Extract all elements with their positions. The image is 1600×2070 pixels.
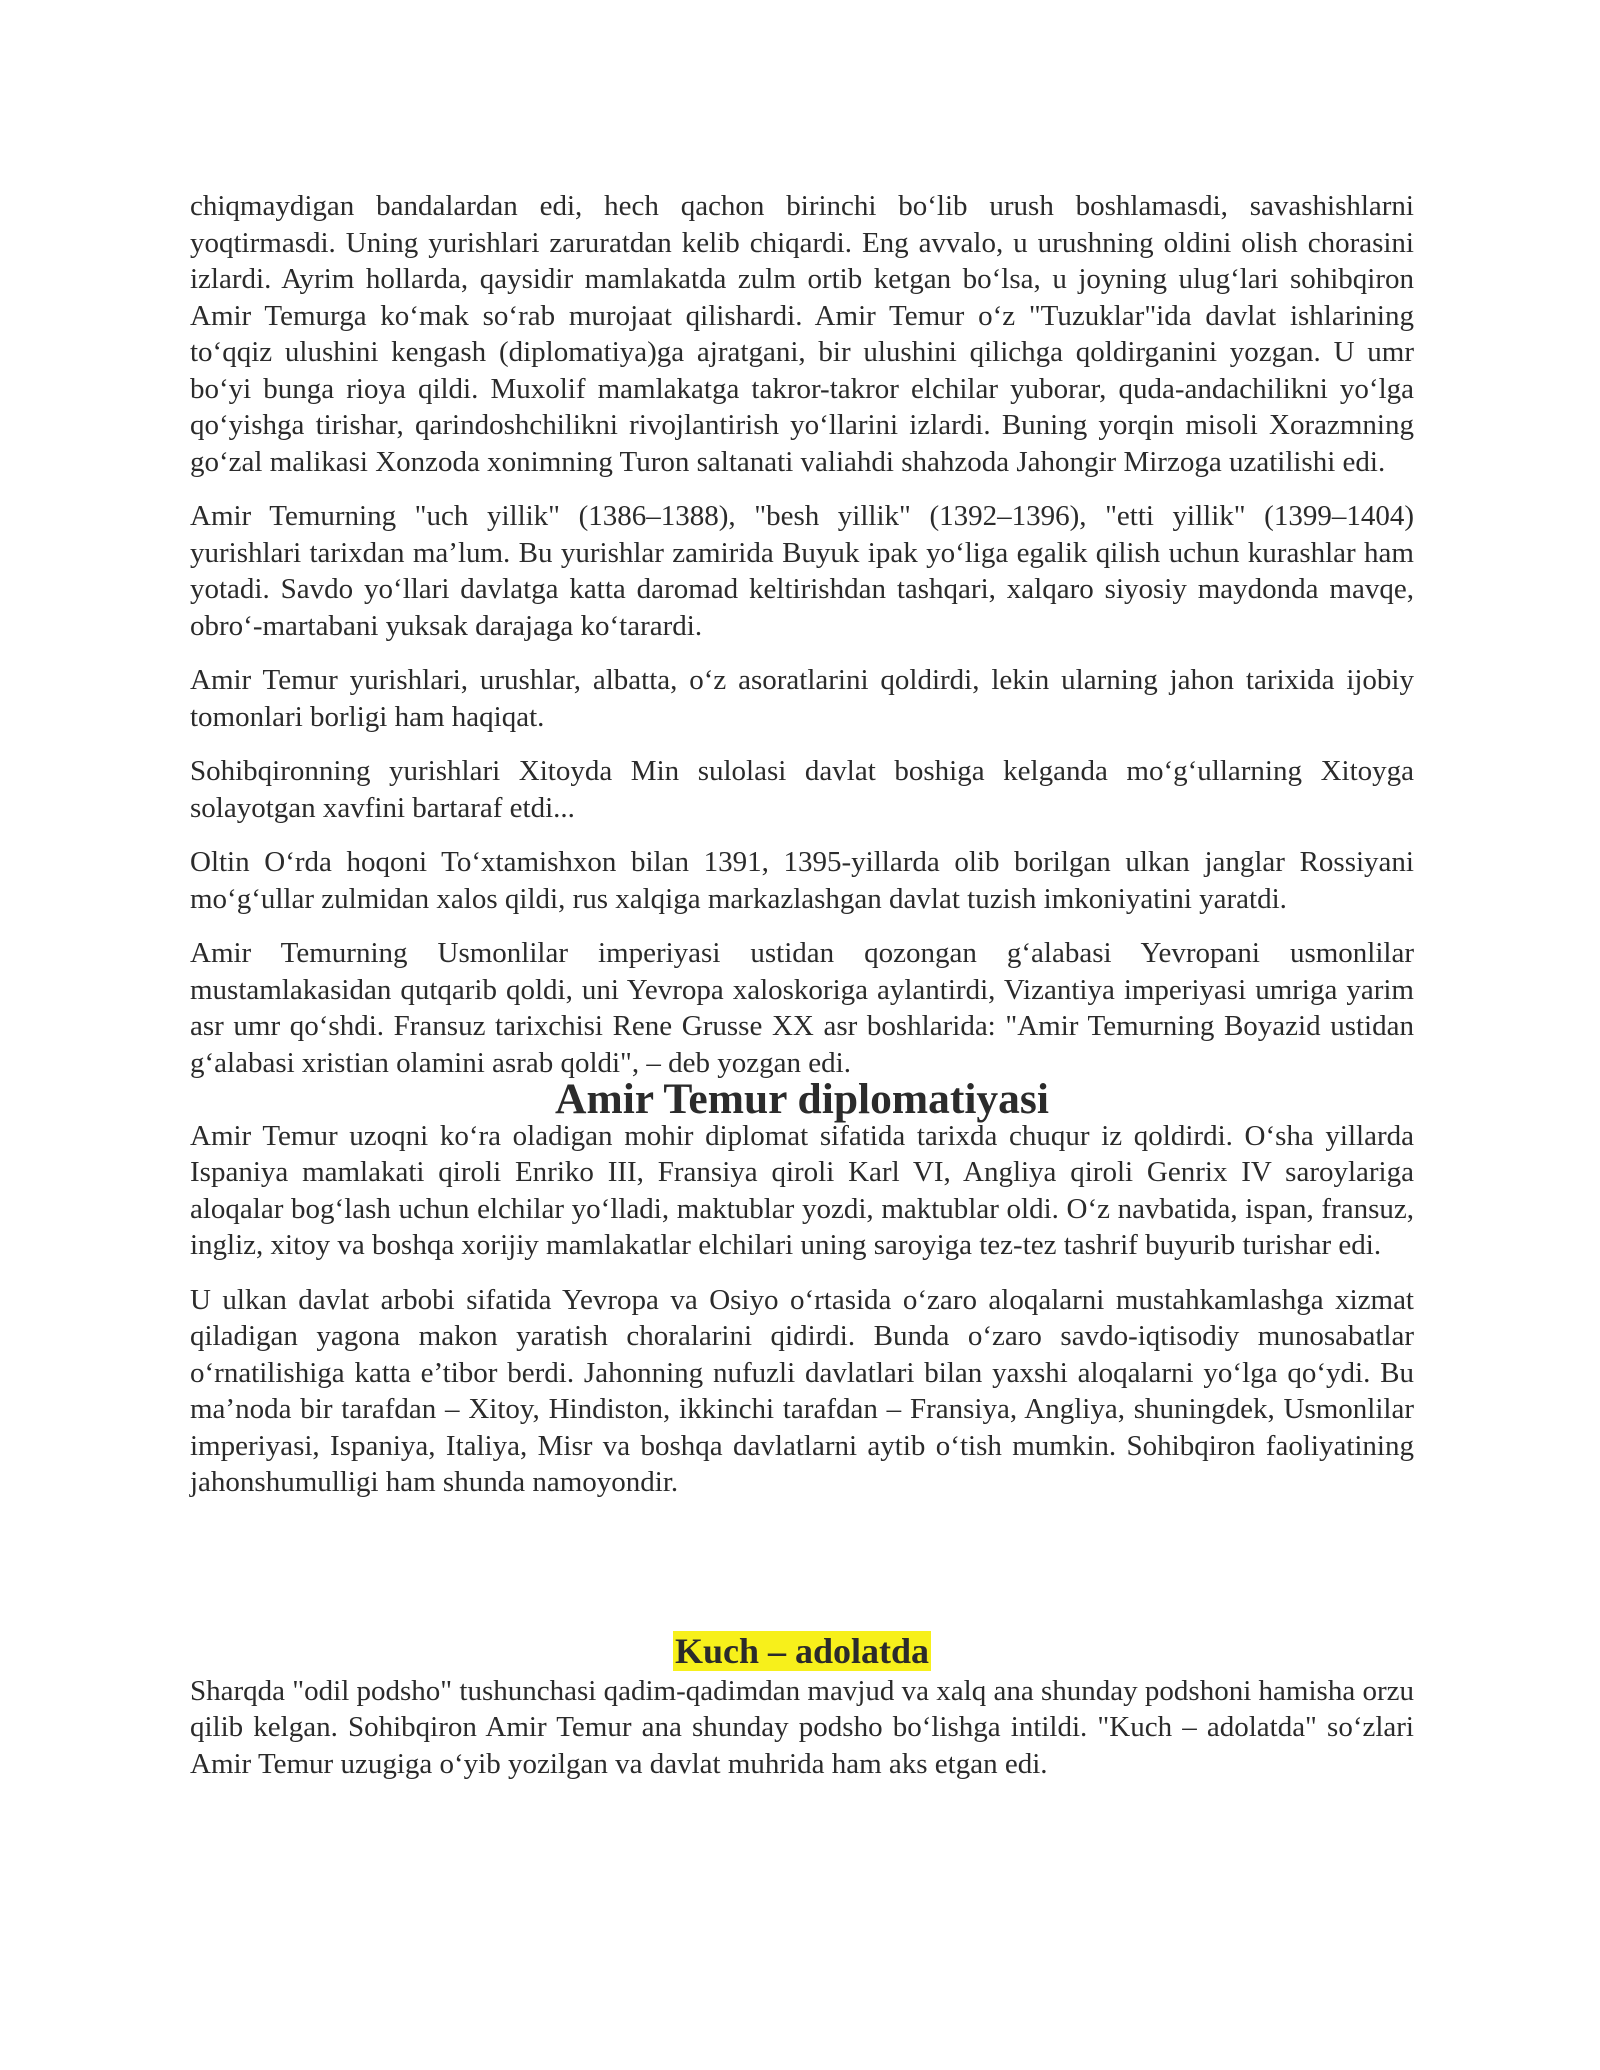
blank-space [190,1519,1414,1629]
section-heading-justice [190,1629,1414,1673]
paragraph: Amir Temur yurishlari, urushlar, albatta, o‘z asoratlarini qoldirdi, lekin ularning jahon tarixida ijobiy tomonlari borligi ham haqiqat. [190,664,1414,733]
paragraph: Amir Temurning Usmonlilar imperiyasi ustidan qozongan g‘alabasi Yevropani usmonlilar mustamlakasidan qutqarib qoldi, uni Yevropa xaloskoriga aylantirdi, Vizantiya imperiyasi umriga yarim asr umr qo‘shdi. Fransuz tarixchisi Rene Grusse XX asr boshlarida: "Amir Temurning Boyazid ustidan g‘alabasi xristian olamini asrab qoldi", – deb yozgan edi. [190,937,1414,1079]
paragraph: Sharqda "odil podsho" tushunchasi qadim-qadimdan mavjud va xalq ana shunday podshoni hamisha orzu qilib kelgan. Sohibqiron Amir Temur ana shunday podsho bo‘lishga intildi. "Kuch – adolatda" so‘zlari Amir Temur uzugiga o‘yib yozilgan va davlat muhrida ham aks etgan edi. [190,1674,1414,1780]
paragraph: Amir Temur uzoqni ko‘ra oladigan mohir diplomat sifatida tarixda chuqur iz qoldirdi. O‘sha yillarda Ispaniya mamlakati qiroli Enriko III, Fransiya qiroli Karl VI, Angliya qiroli Genrix IV saroylariga aloqalar bog‘lash uchun elchilar yo‘lladi, maktublar yozdi, maktublar oldi. O‘z navbatida, ispan, fransuz, ingliz, xitoy va boshqa xorijiy mamlakatlar elchilari uning saroyiga tez-tez tashrif buyurib turishar edi. [190,1119,1414,1261]
paragraph: chiqmaydigan bandalardan edi, hech qachon birinchi bo‘lib urush boshlamasdi, savashishlarni yoqtirmasdi. Uning yurishlari zaruratdan kelib chiqardi. Eng avvalo, u urushning oldini olish chorasini izlardi. Ayrim hollarda, qaysidir mamlakatda zulm ortib ketgan bo‘lsa, u joyning ulug‘lari sohibqiron Amir Temurga ko‘mak so‘rab murojaat qilishardi. Amir Temur o‘z "Tuzuklar"ida davlat ishlarining to‘qqiz ulushini kengash (diplomatiya)ga ajratgani, bir ulushini qilichga qoldirganini yozgan. U umr bo‘yi bunga rioya qildi. Muxolif mamlakatga takror-takror elchilar yuborar, quda-andachilikni yo‘lga qo‘yishga tirishar, qarindoshchilikni rivojlantirish yo‘llarini izlardi. Buning yorqin misoli Xorazmning go‘zal malikasi Xonzoda xonimning Turon saltanati valiahdi shahzoda Jahongir Mirzoga uzatilishi edi. [190,190,1414,478]
highlighted-heading-text: Kuch – adolatda [674,1630,930,1671]
section-heading-diplomacy: Amir Temur diplomatiyasi [555,1075,1049,1123]
document-page [190,188,1414,1800]
paragraph: Amir Temurning "uch yillik" (1386–1388), "besh yillik" (1392–1396), "etti yillik" (1399–1404) yurishlari tarixdan ma’lum. Bu yurishlar zamirida Buyuk ipak yo‘liga egalik qilish uchun kurashlar ham yotadi. Savdo yo‘llari davlatga katta daromad keltirishdan tashqari, xalqaro siyosiy maydonda mavqe, obro‘-martabani yuksak darajaga ko‘tarardi. [190,500,1414,642]
paragraph: Sohibqironning yurishlari Xitoyda Min sulolasi davlat boshiga kelganda mo‘g‘ullarning Xitoyga solayotgan xavfini bartaraf etdi... [190,755,1414,824]
paragraph: Oltin O‘rda hoqoni To‘xtamishxon bilan 1391, 1395-yillarda olib borilgan ulkan janglar Rossiyani mo‘g‘ullar zulmidan xalos qildi, rus xalqiga markazlashgan davlat tuzish imkoniyatini yaratdi. [190,846,1414,915]
paragraph: U ulkan davlat arbobi sifatida Yevropa va Osiyo o‘rtasida o‘zaro aloqalarni mustahkamlashga xizmat qiladigan yagona makon yaratish choralarini qidirdi. Bunda o‘zaro savdo-iqtisodiy munosabatlar o‘rnatilishiga katta e’tibor berdi. Jahonning nufuzli davlatlari bilan yaxshi aloqalarni yo‘lga qo‘ydi. Bu ma’noda bir tarafdan – Xitoy, Hindiston, ikkinchi tarafdan – Fransiya, Angliya, shuningdek, Usmonlilar imperiyasi, Ispaniya, Italiya, Misr va boshqa davlatlarni aytib o‘tish mumkin. Sohibqiron faoliyatining jahonshumulligi ham shunda namoyondir. [190,1283,1414,1498]
